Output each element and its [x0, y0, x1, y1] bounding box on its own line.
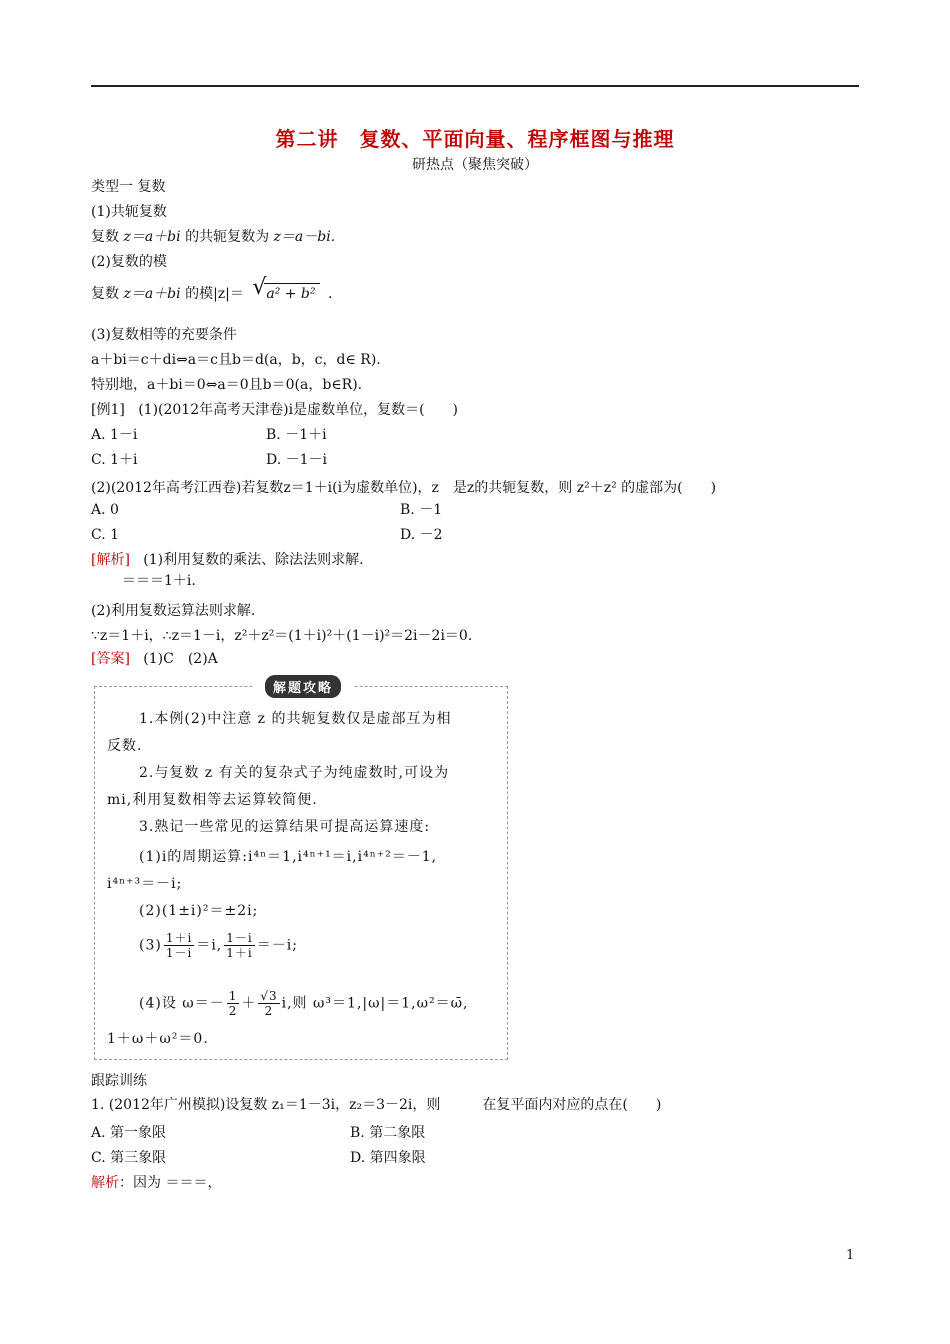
q1-option-b: B. －1＋i: [266, 427, 327, 443]
mod-end: .: [327, 286, 333, 302]
fraction-2: [224, 931, 254, 960]
fraction-4: [258, 989, 279, 1018]
tip-3-3-pre: (3): [139, 937, 162, 954]
page-title: 第二讲 复数、平面向量、程序框图与推理: [275, 127, 675, 151]
fraction-3-num: 1: [228, 989, 238, 1003]
tip-1b: 反数.: [107, 738, 143, 754]
analysis-1: (1)利用复数的乘法、除法法则求解.: [143, 552, 364, 568]
fraction-1-den: 1－i: [165, 946, 193, 960]
q2-option-b: B. －1: [400, 502, 443, 518]
answer-label: [答案]: [91, 651, 130, 667]
sqrt-symbol: √ a² + b²: [252, 284, 319, 304]
tips-badge: [253, 675, 353, 697]
tip-3-4-plus: ＋: [241, 995, 257, 1012]
tips-box: [94, 681, 508, 1060]
tip-3-1a: (1)i的周期运算:i⁴ⁿ＝1,i⁴ⁿ⁺¹＝i,i⁴ⁿ⁺²＝－1,: [139, 849, 438, 865]
mod-radicand: a² + b²: [264, 283, 319, 302]
tip-3: 3.熟记一些常见的运算结果可提高运算速度:: [139, 819, 431, 835]
conj-text: [91, 227, 335, 247]
fraction-4-den: 2: [264, 1004, 274, 1018]
example-label: [例1]: [91, 402, 125, 418]
q2-option-d: D. －2: [400, 527, 443, 543]
q2-option-c: C. 1: [91, 527, 120, 543]
conj-text-b: z＝a＋bi: [123, 229, 181, 245]
q1-option-d: D. －1－i: [266, 452, 328, 468]
fraction-1: [164, 931, 194, 960]
page-number: 1: [846, 1248, 855, 1263]
example-question-1: [91, 400, 458, 420]
header-rule: [91, 85, 859, 87]
tip-2a: 2.与复数 z 有关的复杂式子为纯虚数时,可设为: [139, 765, 450, 781]
solution-text: ：因为 ＝＝＝，: [119, 1175, 222, 1191]
conj-text-d: z＝a－bi.: [273, 229, 336, 245]
tip-3-3-mid: ＝i,: [196, 937, 223, 954]
conj-text-a: 复数: [91, 229, 119, 245]
conj-text-c: 的共轭复数为: [185, 229, 270, 245]
tip-3-4b: 1＋ω＋ω²＝0.: [107, 1031, 209, 1047]
eq-line-1: a＋bi＝c＋di⇔a＝c且b＝d(a，b，c，d∈ R).: [91, 352, 381, 368]
fraction-3: [227, 989, 240, 1018]
analysis-line-2: (2)利用复数运算法则求解.: [91, 603, 256, 619]
mod-text: [91, 275, 333, 304]
type-label: 类型一 复数: [91, 179, 166, 195]
fraction-4-num: √3: [260, 989, 278, 1003]
tip-3-4: [139, 989, 469, 1018]
analysis-line-2b: ∵z＝1＋i，∴z＝1－i，z²＋z²＝(1＋i)²＋(1－i)²＝2i－2i＝0.: [91, 628, 473, 644]
practice-option-a: A. 第一象限: [91, 1125, 167, 1141]
mod-text-c: 的模|z|＝: [185, 286, 244, 302]
fraction-2-den: 1＋i: [226, 946, 253, 960]
conj-heading: (1)共轭复数: [91, 204, 167, 220]
eq-heading: (3)复数相等的充要条件: [91, 327, 237, 343]
fraction-1-num: 1＋i: [165, 931, 193, 945]
solution-label: 解析: [91, 1175, 119, 1191]
answer-line: [91, 649, 218, 669]
analysis-label: [解析]: [91, 552, 130, 568]
page-subtitle: 研热点（聚焦突破）: [412, 157, 538, 173]
practice-option-b: B. 第二象限: [350, 1125, 426, 1141]
answer-text: (1)C (2)A: [143, 651, 218, 667]
mod-heading: (2)复数的模: [91, 254, 167, 270]
mod-text-b: z＝a＋bi: [123, 286, 181, 302]
eq-line-2: 特别地，a＋bi＝0⇔a＝0且b＝0(a，b∈R).: [91, 377, 363, 393]
practice-heading: 跟踪训练: [91, 1073, 147, 1089]
mod-text-a: 复数: [91, 286, 119, 302]
tip-3-2: (2)(1±i)²＝±2i;: [139, 903, 259, 919]
tip-1a: 1.本例(2)中注意 z 的共轭复数仅是虚部互为相: [139, 711, 452, 727]
tips-badge-text: 解题攻略: [265, 675, 341, 698]
q2-option-a: A. 0: [91, 502, 119, 518]
tip-3-3: [139, 931, 298, 960]
analysis-line-1b: ＝＝＝1＋i.: [122, 573, 196, 589]
practice-option-c: C. 第三象限: [91, 1150, 167, 1166]
q1-option-c: C. 1＋i: [91, 452, 138, 468]
example-question-2: (2)(2012年高考江西卷)若复数z＝1＋i(i为虚数单位)，z 是z的共轭复数，则 z²＋z² 的虚部为( ): [91, 480, 717, 496]
practice-question: 1. (2012年广州模拟)设复数 z₁＝1－3i，z₂＝3－2i，则 在复平面内对应的点在( ): [91, 1097, 662, 1113]
tip-3-1b: i⁴ⁿ⁺³＝－i;: [107, 876, 183, 892]
tip-2b: mi,利用复数相等去运算较简便.: [107, 792, 318, 808]
tip-3-4-end: i,则 ω³＝1,|ω|＝1,ω²＝ω̄,: [281, 995, 469, 1012]
example-q1: (1)(2012年高考天津卷)i是虚数单位，复数＝( ): [138, 402, 458, 418]
analysis-line-1: [91, 550, 364, 570]
fraction-2-num: 1－i: [226, 931, 253, 945]
practice-option-d: D. 第四象限: [350, 1150, 426, 1166]
tip-3-4-pre: (4)设 ω＝－: [139, 995, 225, 1012]
tip-3-3-end: ＝－i;: [256, 937, 298, 954]
q1-option-a: A. 1－i: [91, 427, 138, 443]
fraction-3-den: 2: [228, 1004, 238, 1018]
practice-solution: [91, 1173, 221, 1193]
